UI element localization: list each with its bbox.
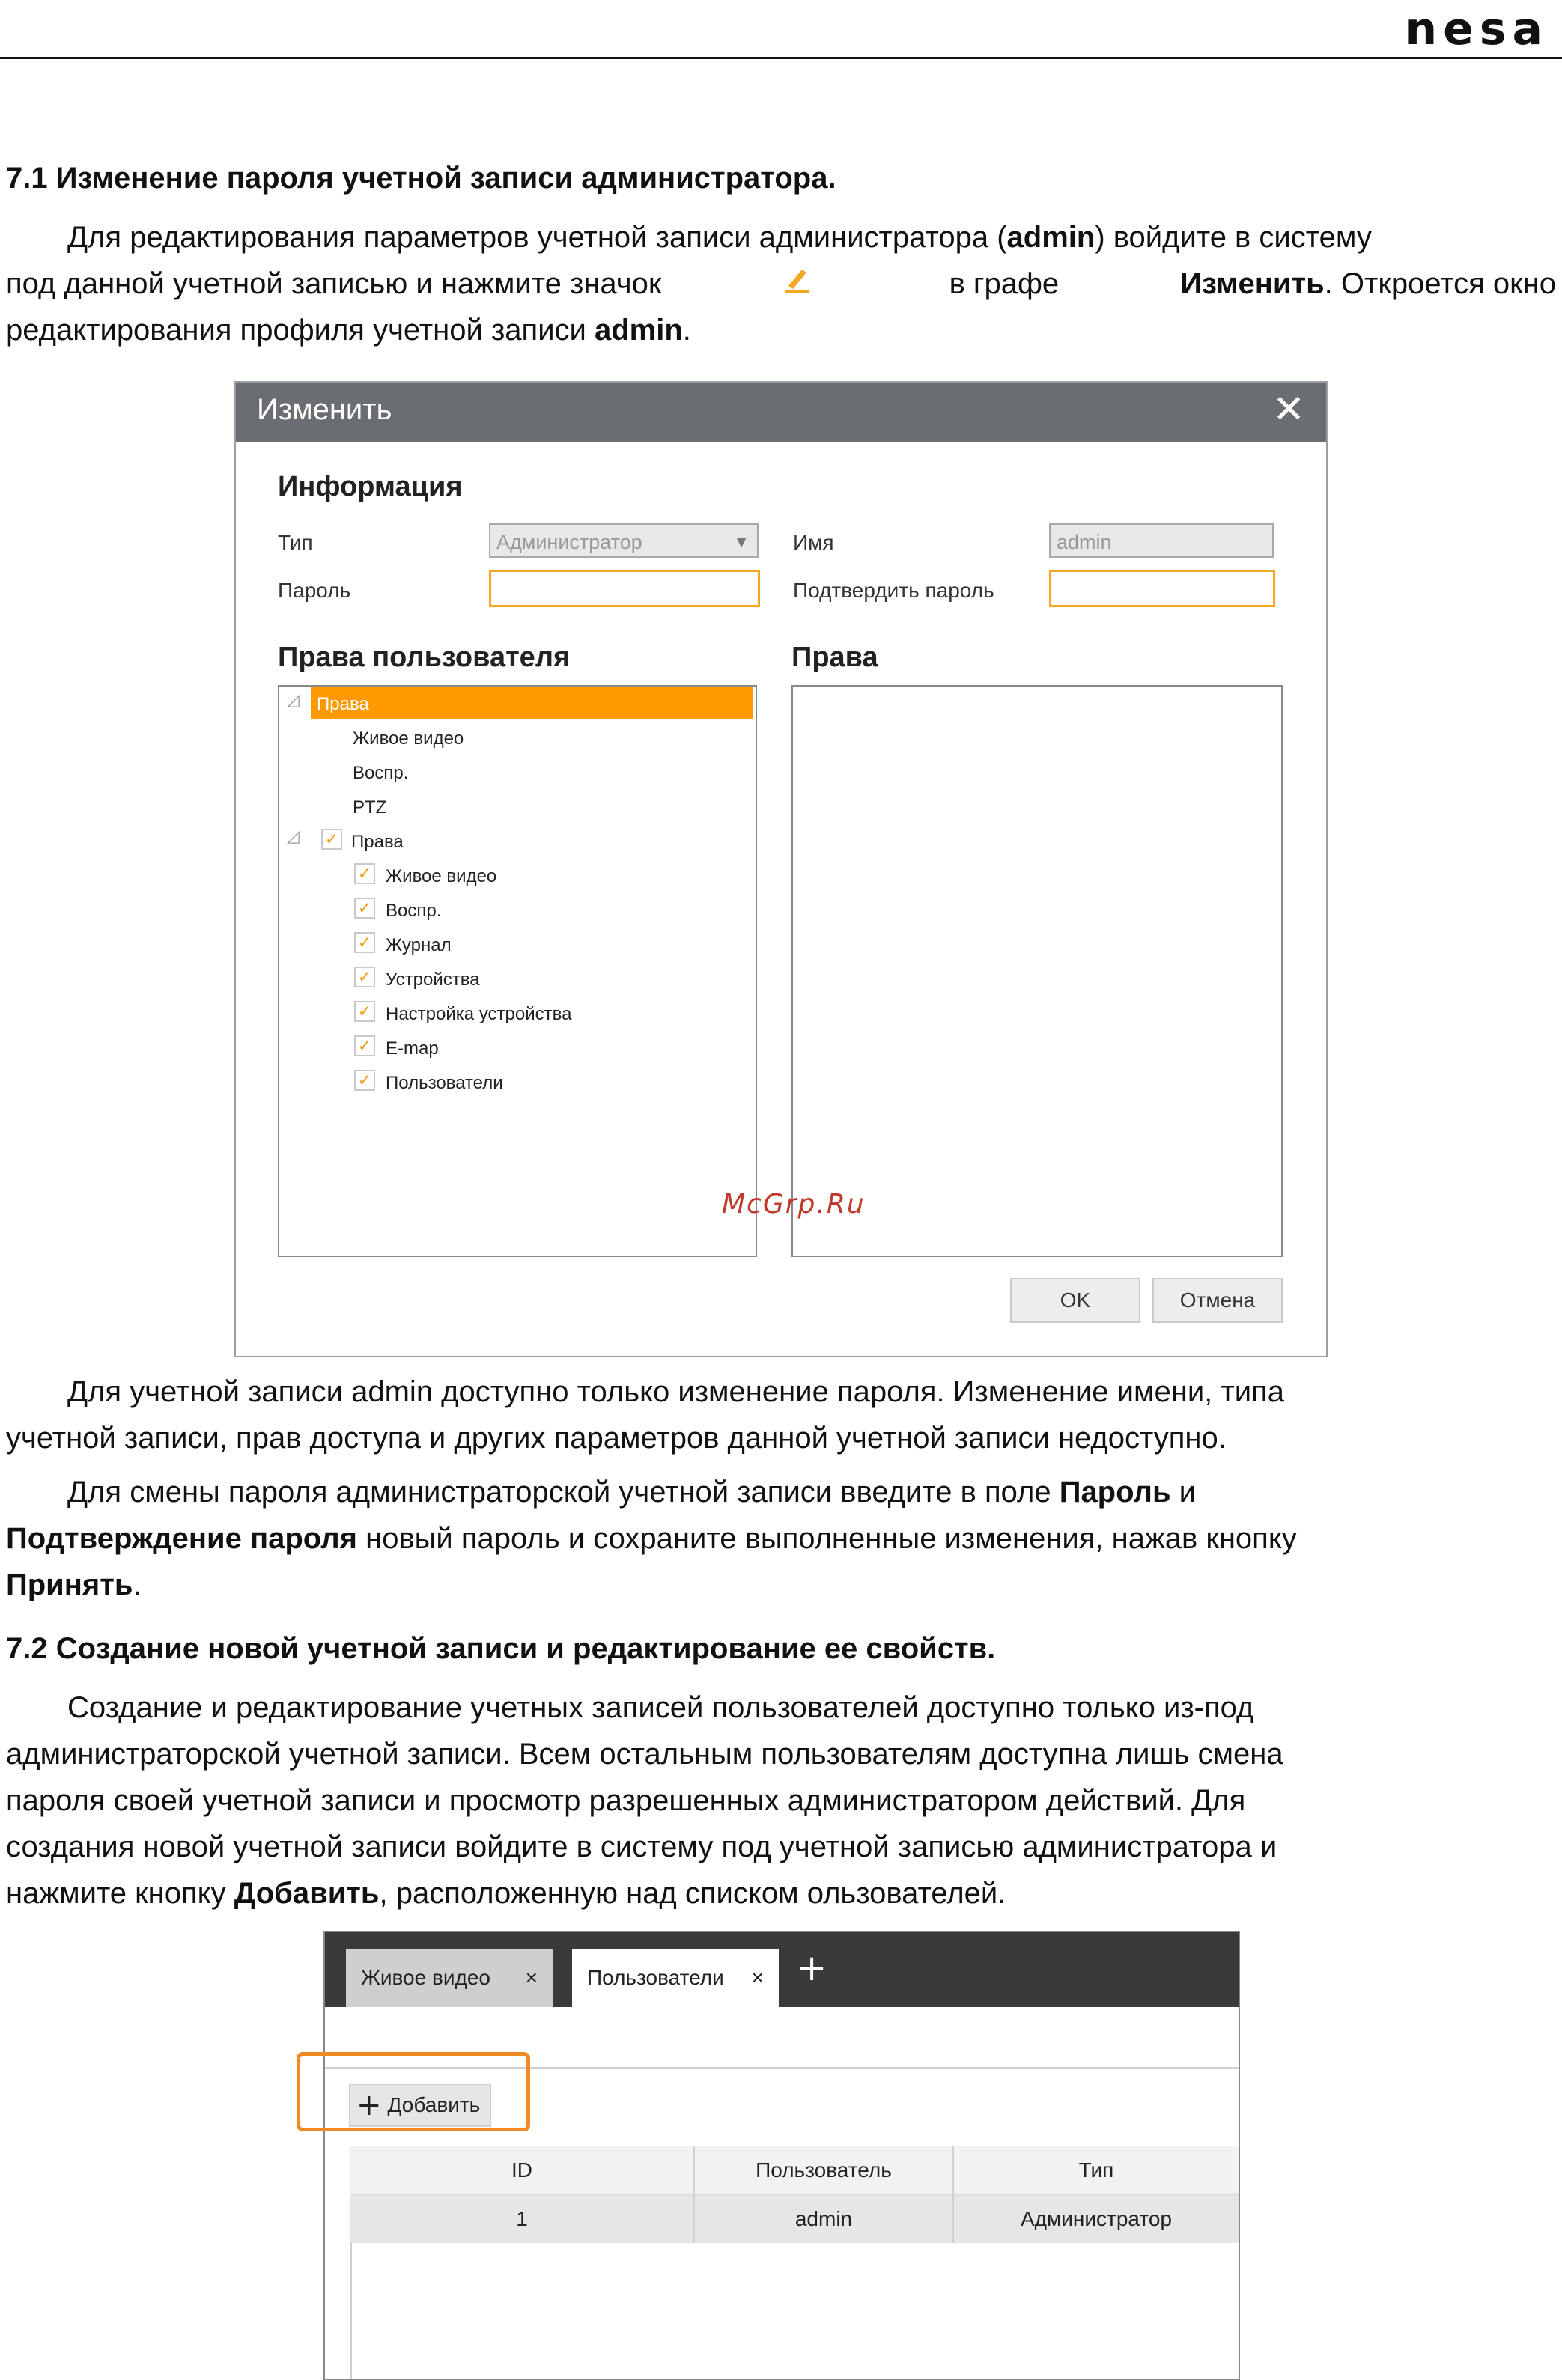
tree-item[interactable]: Настройка устройства — [386, 1004, 572, 1024]
checkbox-checked[interactable]: ✓ — [354, 1035, 375, 1056]
tree-item[interactable]: E-map — [386, 1038, 439, 1059]
section-heading-7-1: 7.1 Изменение пароля учетной записи администратора. — [6, 162, 836, 195]
paragraph-2-line-2: учетной записи, прав доступа и других параметров данной учетной записи недоступно. — [6, 1422, 1227, 1455]
table-empty-area — [350, 2242, 1240, 2380]
paragraph-4-line-5: нажмите кнопку Добавить, расположенную над списком ользователей. — [6, 1877, 1006, 1910]
type-label: Тип — [278, 531, 313, 554]
checkbox-checked[interactable]: ✓ — [354, 932, 375, 953]
paragraph-2-line-1: Для учетной записи admin доступно только изменение пароля. Изменение имени, типа — [67, 1375, 1284, 1408]
paragraph-1 — [6, 214, 1556, 353]
paragraph-1-line-2: под данной учетной записью и нажмите значок в графе Изменить. Откроется окно — [6, 261, 1556, 307]
tree-item[interactable]: Живое видео — [386, 866, 497, 886]
paragraph-4-line-1: Создание и редактирование учетных записей пользователей доступно только из-под — [67, 1691, 1254, 1724]
dialog-title: Изменить — [257, 393, 392, 426]
ok-button[interactable]: OK — [1010, 1278, 1140, 1323]
paragraph-3-line-3: Принять. — [6, 1568, 142, 1601]
user-rights-tree — [278, 685, 757, 1257]
paragraph-4-line-4: создания новой учетной записи войдите в систему под учетной записью администратора и — [6, 1830, 1277, 1863]
confirm-password-field[interactable] — [1049, 570, 1275, 607]
password-label: Пароль — [278, 579, 351, 602]
expand-icon[interactable]: ◿ — [287, 827, 300, 846]
tree-group-2[interactable]: Права — [351, 832, 404, 852]
expand-icon[interactable]: ◿ — [287, 691, 300, 710]
add-tab-icon[interactable]: + — [797, 1947, 827, 1989]
paragraph-4 — [6, 1684, 1556, 1917]
highlight-frame — [297, 2052, 530, 2131]
paragraph-4-line-3: пароля своей учетной записи и просмотр разрешенных администратором действий. Для — [6, 1784, 1246, 1817]
password-field[interactable] — [489, 570, 760, 607]
checkbox-checked[interactable]: ✓ — [354, 863, 375, 884]
rights-heading: Права — [791, 642, 878, 673]
checkbox-checked[interactable]: ✓ — [354, 967, 375, 987]
tab-live-video[interactable] — [346, 1949, 553, 2007]
table-header — [350, 2146, 1239, 2195]
tree-item[interactable]: Воспр. — [353, 763, 409, 783]
tree-item[interactable]: Живое видео — [353, 728, 464, 749]
paragraph-3-line-2: Подтверждение пароля новый пароль и сохраните выполненные изменения, нажав кнопку — [6, 1522, 1297, 1555]
checkbox-checked[interactable]: ✓ — [354, 1001, 375, 1022]
tree-item[interactable]: Воспр. — [386, 901, 442, 921]
chevron-down-icon: ▼ — [733, 532, 750, 551]
close-icon[interactable]: × — [751, 1966, 764, 1989]
cell-id: 1 — [516, 2207, 528, 2230]
tab-label: Пользователи — [587, 1966, 724, 1989]
tree-item[interactable]: Пользователи — [386, 1073, 503, 1093]
tab-bar — [325, 1932, 1239, 2007]
cell-type: Администратор — [952, 2195, 1239, 2243]
tree-item[interactable]: Устройства — [386, 970, 480, 990]
watermark: McGrp.Ru — [722, 1189, 866, 1220]
users-screen — [323, 1931, 1240, 2380]
brand-logo: nesa — [1405, 3, 1549, 55]
pencil-icon — [782, 261, 827, 307]
type-select[interactable]: Администратор ▼ — [489, 523, 759, 558]
cell-user: admin — [693, 2195, 952, 2243]
tree-item[interactable]: Журнал — [386, 935, 452, 955]
tree-item[interactable]: PTZ — [353, 797, 387, 818]
name-label: Имя — [793, 531, 834, 554]
paragraph-3 — [6, 1469, 1556, 1608]
dialog-titlebar — [236, 383, 1326, 442]
table-row[interactable] — [350, 2195, 1239, 2243]
checkbox-checked[interactable]: ✓ — [354, 898, 375, 919]
users-table — [350, 2146, 1239, 2243]
paragraph-1-line-3: редактирования профиля учетной записи admin. — [6, 314, 691, 347]
paragraph-3-line-1: Для смены пароля администраторской учетной записи введите в поле Пароль и — [67, 1476, 1197, 1509]
info-heading: Информация — [278, 471, 463, 502]
tree-group-1[interactable]: Права — [317, 694, 369, 714]
column-header-id[interactable]: ID — [511, 2158, 532, 2182]
paragraph-2 — [6, 1369, 1556, 1461]
header-divider — [0, 57, 1562, 59]
rights-panel — [791, 685, 1283, 1257]
user-rights-heading: Права пользователя — [278, 642, 571, 673]
plus-icon: + — [356, 2088, 382, 2122]
cancel-button[interactable]: Отмена — [1152, 1278, 1283, 1323]
column-header-user[interactable]: Пользователь — [693, 2146, 952, 2194]
checkbox-checked[interactable]: ✓ — [354, 1070, 375, 1091]
paragraph-4-line-2: администраторской учетной записи. Всем остальным пользователям доступна лишь смена — [6, 1738, 1283, 1771]
tree-row-selected[interactable] — [311, 687, 753, 719]
checkbox-checked[interactable]: ✓ — [321, 829, 342, 850]
paragraph-1-line-1: Для редактирования параметров учетной записи администратора (admin) войдите в систему — [67, 221, 1372, 254]
add-button-label: Добавить — [387, 2093, 481, 2116]
section-heading-7-2: 7.2 Создание новой учетной записи и редактирование ее свойств. — [6, 1632, 996, 1665]
name-field[interactable]: admin — [1049, 523, 1274, 558]
tab-users[interactable] — [572, 1949, 779, 2007]
column-header-type[interactable]: Тип — [952, 2146, 1239, 2194]
close-icon[interactable]: × — [525, 1966, 538, 1989]
close-icon[interactable]: ✕ — [1272, 387, 1305, 432]
confirm-password-label: Подтвердить пароль — [793, 579, 994, 602]
tab-label: Живое видео — [361, 1966, 490, 1989]
